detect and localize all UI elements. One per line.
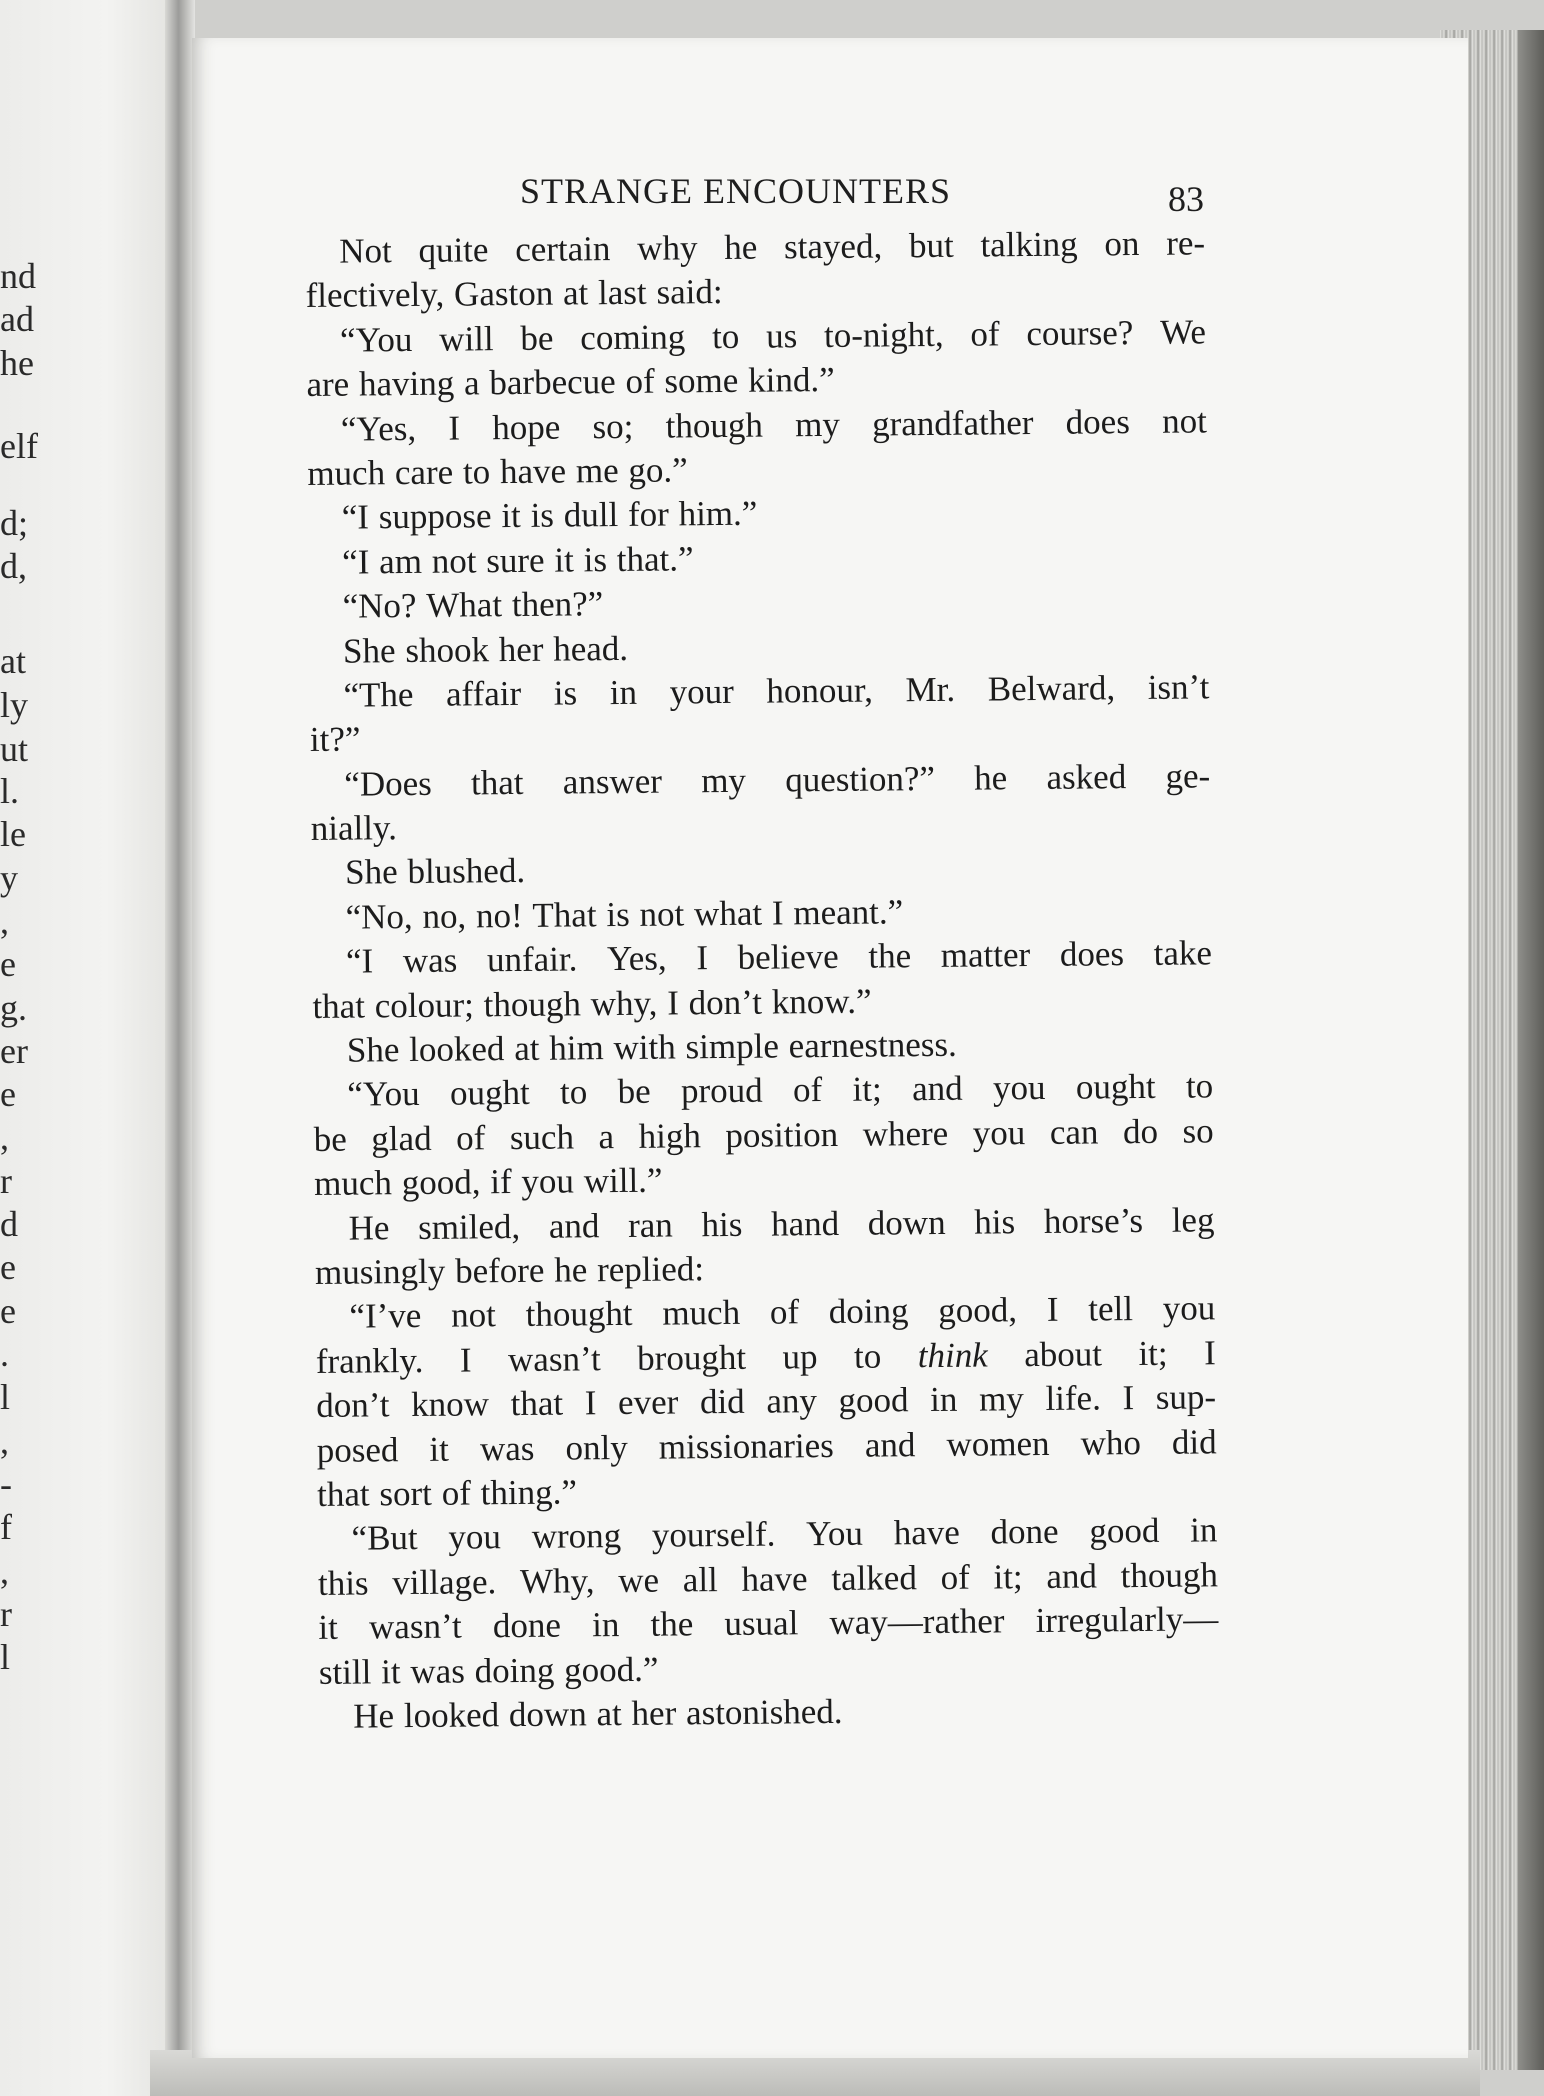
text-line: She blushed. [344,851,526,893]
previous-page-fragment: l [0,1377,11,1417]
previous-page-fragment: r [0,1161,12,1201]
previous-page-fragment: g. [0,988,27,1028]
previous-page-fragment: he [0,343,34,383]
previous-page-fragment: ad [0,299,34,339]
text-line: it?” [309,719,361,760]
text-line: it wasn’t done in the usual way—rather irregularly— [318,1599,1219,1648]
previous-page-text [0,0,178,2096]
text-line: “I’ve not thought much of doing good, I tell you [349,1288,1216,1336]
text-line: that sort of thing.” [316,1472,578,1514]
previous-page-fragment: ly [0,685,29,725]
text-line: this village. Why, we all have talked of it; and though [317,1555,1219,1603]
previous-page-fragment: , [0,901,9,941]
previous-page-fragment: d [0,1204,18,1244]
text-line: be glad of such a high position where you can do so [313,1111,1214,1159]
text-line: She looked at him with simple earnestness. [346,1024,958,1070]
text-line: are having a barbecue of some kind.” [306,360,835,405]
previous-page-fragment: ut [0,729,29,769]
previous-page-fragment: r [0,1594,12,1634]
previous-page-fragment: , [0,1117,9,1157]
text-line: She shook her head. [342,628,629,671]
text-line: don’t know that I ever did any good in my life. I sup- [316,1377,1217,1426]
text-line: nially. [310,808,398,849]
previous-page-fragment: f [0,1507,12,1547]
previous-page-fragment: - [0,1464,12,1504]
previous-page-fragment: e [0,944,16,984]
text-line: “But you wrong yourself. You have done good in [351,1510,1218,1558]
text-line: “You ought to be proud of it; and you ought to [347,1066,1214,1115]
text-line: much good, if you will.” [313,1160,663,1204]
text-line: He looked down at her astonished. [353,1691,843,1736]
previous-page-fragment: elf [0,426,38,466]
previous-page-fragment: le [0,814,26,854]
previous-page [0,0,178,2096]
previous-page-fragment: d, [0,546,27,586]
text-line: He smiled, and ran his hand down his horse’s leg [348,1199,1215,1248]
previous-page-fragment: at [0,641,26,681]
text-line: “The affair is in your honour, Mr. Belward, isn’t [343,667,1210,715]
running-header: STRANGE ENCOUNTERS [520,171,952,211]
previous-page-fragment: l. [0,771,20,811]
previous-page-fragment: l [0,1637,11,1677]
previous-page-fragment: e [0,1291,16,1331]
page-number: 83 [1168,179,1204,219]
text-line: “I suppose it is dull for him.” [341,494,758,538]
text-line: “Does that answer my question?” he asked ge- [344,756,1211,804]
previous-page-fragment: , [0,1551,9,1591]
previous-page-fragment: e [0,1247,16,1287]
text-line: posed it was only missionaries and women who did [316,1421,1217,1470]
text-line: “You will be coming to us to-night, of course? We [339,312,1207,360]
previous-page-fragment: d; [0,503,29,543]
text-line: “I am not sure it is that.” [342,539,694,582]
text-line: frankly. I wasn’t brought up to think about it; I [315,1333,1216,1381]
text-line: “No? What then?” [342,584,604,626]
text-line: Not quite certain why he stayed, but talking on re- [339,223,1206,271]
text-line: musingly before he replied: [314,1249,705,1292]
text-line: “Yes, I hope so; though my grandfather does not [340,400,1207,449]
text-line: “I was unfair. Yes, I believe the matter does take [345,933,1213,981]
text-line: that colour; though why, I don’t know.” [312,981,872,1026]
previous-page-fragment: nd [0,256,36,296]
book-gutter [165,0,195,2096]
text-line: flectively, Gaston at last said: [305,272,723,316]
previous-page-fragment: er [0,1031,28,1071]
text-line: much care to have me go.” [307,450,688,493]
text-line: “No, no, no! That is not what I meant.” [345,892,904,937]
body-text [305,221,1219,1739]
previous-page-fragment: y [0,858,18,898]
previous-page-fragment: , [0,1421,9,1461]
previous-page-fragment: . [0,1334,9,1374]
text-line: still it was doing good.” [318,1649,659,1692]
previous-page-fragment: e [0,1074,16,1114]
